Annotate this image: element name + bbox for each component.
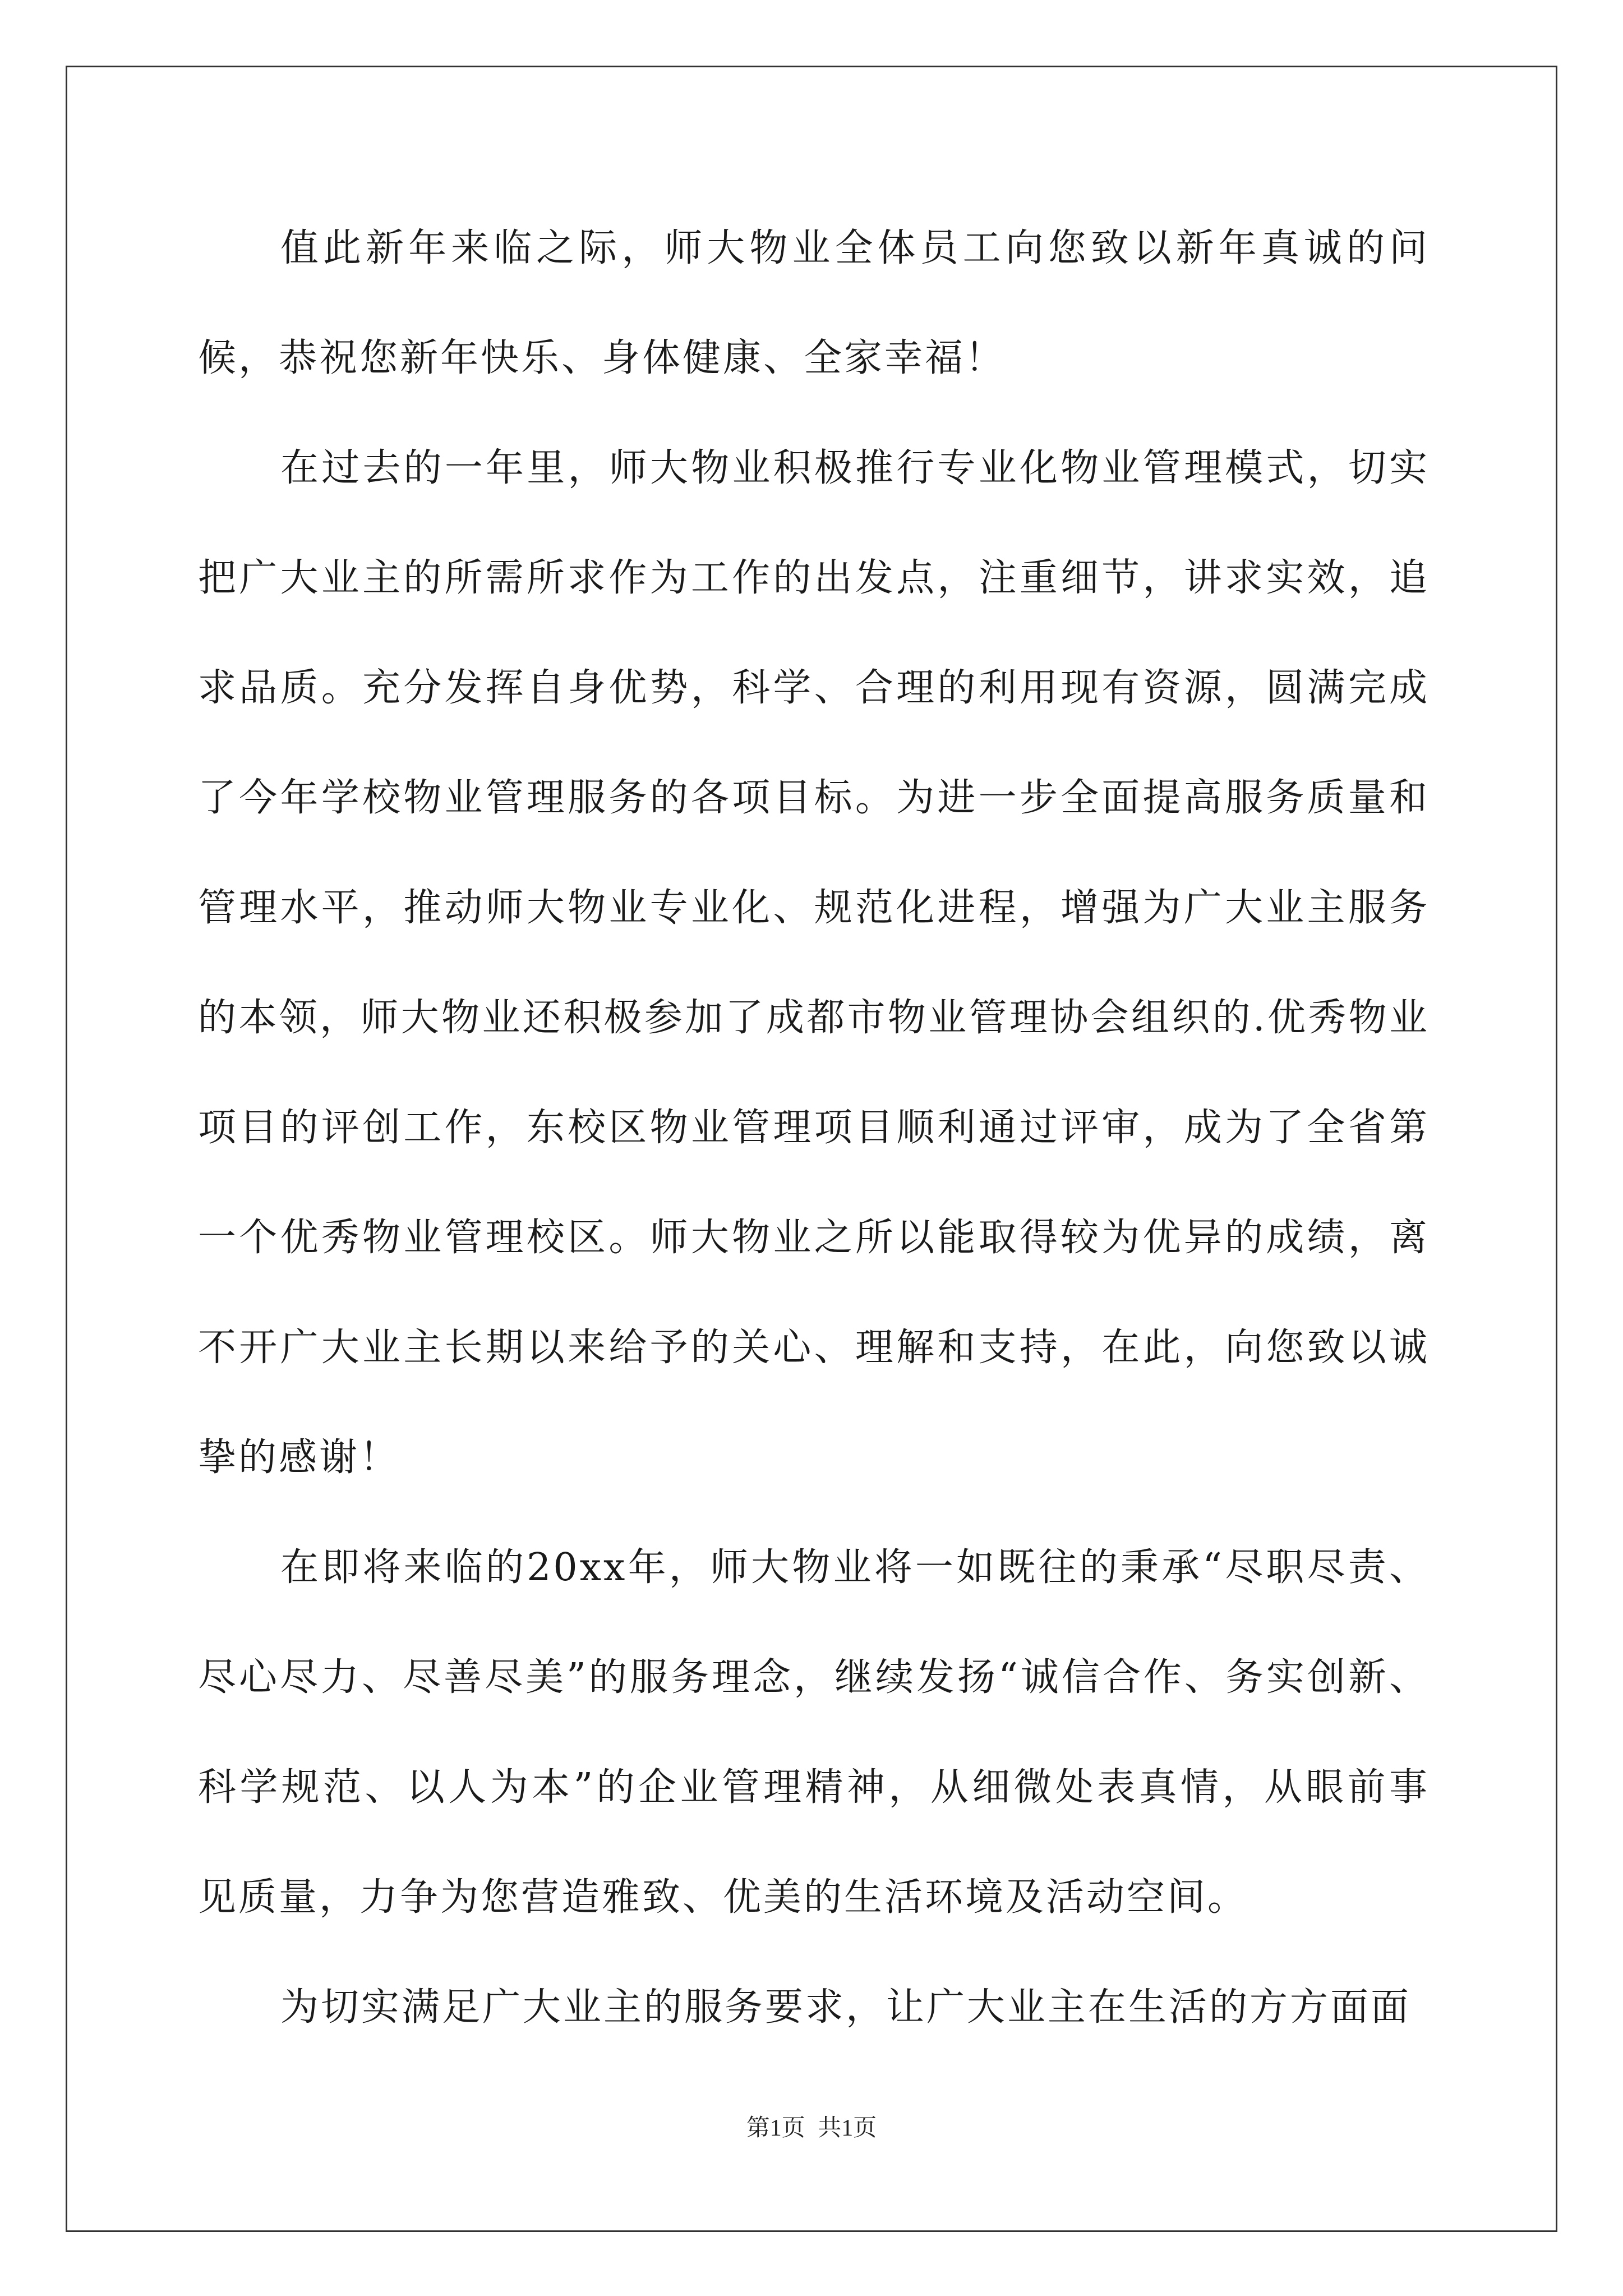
paragraph-new-year-greeting: 值此新年来临之际，师大物业全体员工向您致以新年真诚的问候，恭祝您新年快乐、身体健康、全家幸福！	[198, 226, 1430, 380]
document-body	[198, 194, 1430, 2063]
page-number: 第1页	[746, 2115, 805, 2141]
page-footer	[0, 2109, 1623, 2143]
page-total: 共1页	[818, 2115, 877, 2141]
paragraph-coming-year-plan: 在即将来临的20xx年，师大物业将一如既往的秉承“尽职尽责、尽心尽力、尽善尽美”的服务理念，继续发扬“诚信合作、务实创新、科学规范、以人为本”的企业管理精神，从细微处表真情，从眼前事见质量，力争为您营造雅致、优美的生活环境及活动空间。	[198, 1545, 1430, 1920]
paragraph-past-year-review: 在过去的一年里，师大物业积极推行专业化物业管理模式，切实把广大业主的所需所求作为工作的出发点，注重细节，讲求实效，追求品质。充分发挥自身优势，科学、合理的利用现有资源，圆满完成了今年学校物业管理服务的各项目标。为进一步全面提高服务质量和管理水平，推动师大物业专业化、规范化进程，增强为广大业主服务的本领，师大物业还积极参加了成都市物业管理协会组织的.优秀物业项目的评创工作，东校区物业管理项目顺利通过评审，成为了全省第一个优秀物业管理校区。师大物业之所以能取得较为优异的成绩，离不开广大业主长期以来给予的关心、理解和支持，在此，向您致以诚挚的感谢！	[198, 446, 1430, 1480]
paragraph-service-requirements: 为切实满足广大业主的服务要求，让广大业主在生活的方方面面	[280, 1985, 1412, 2030]
